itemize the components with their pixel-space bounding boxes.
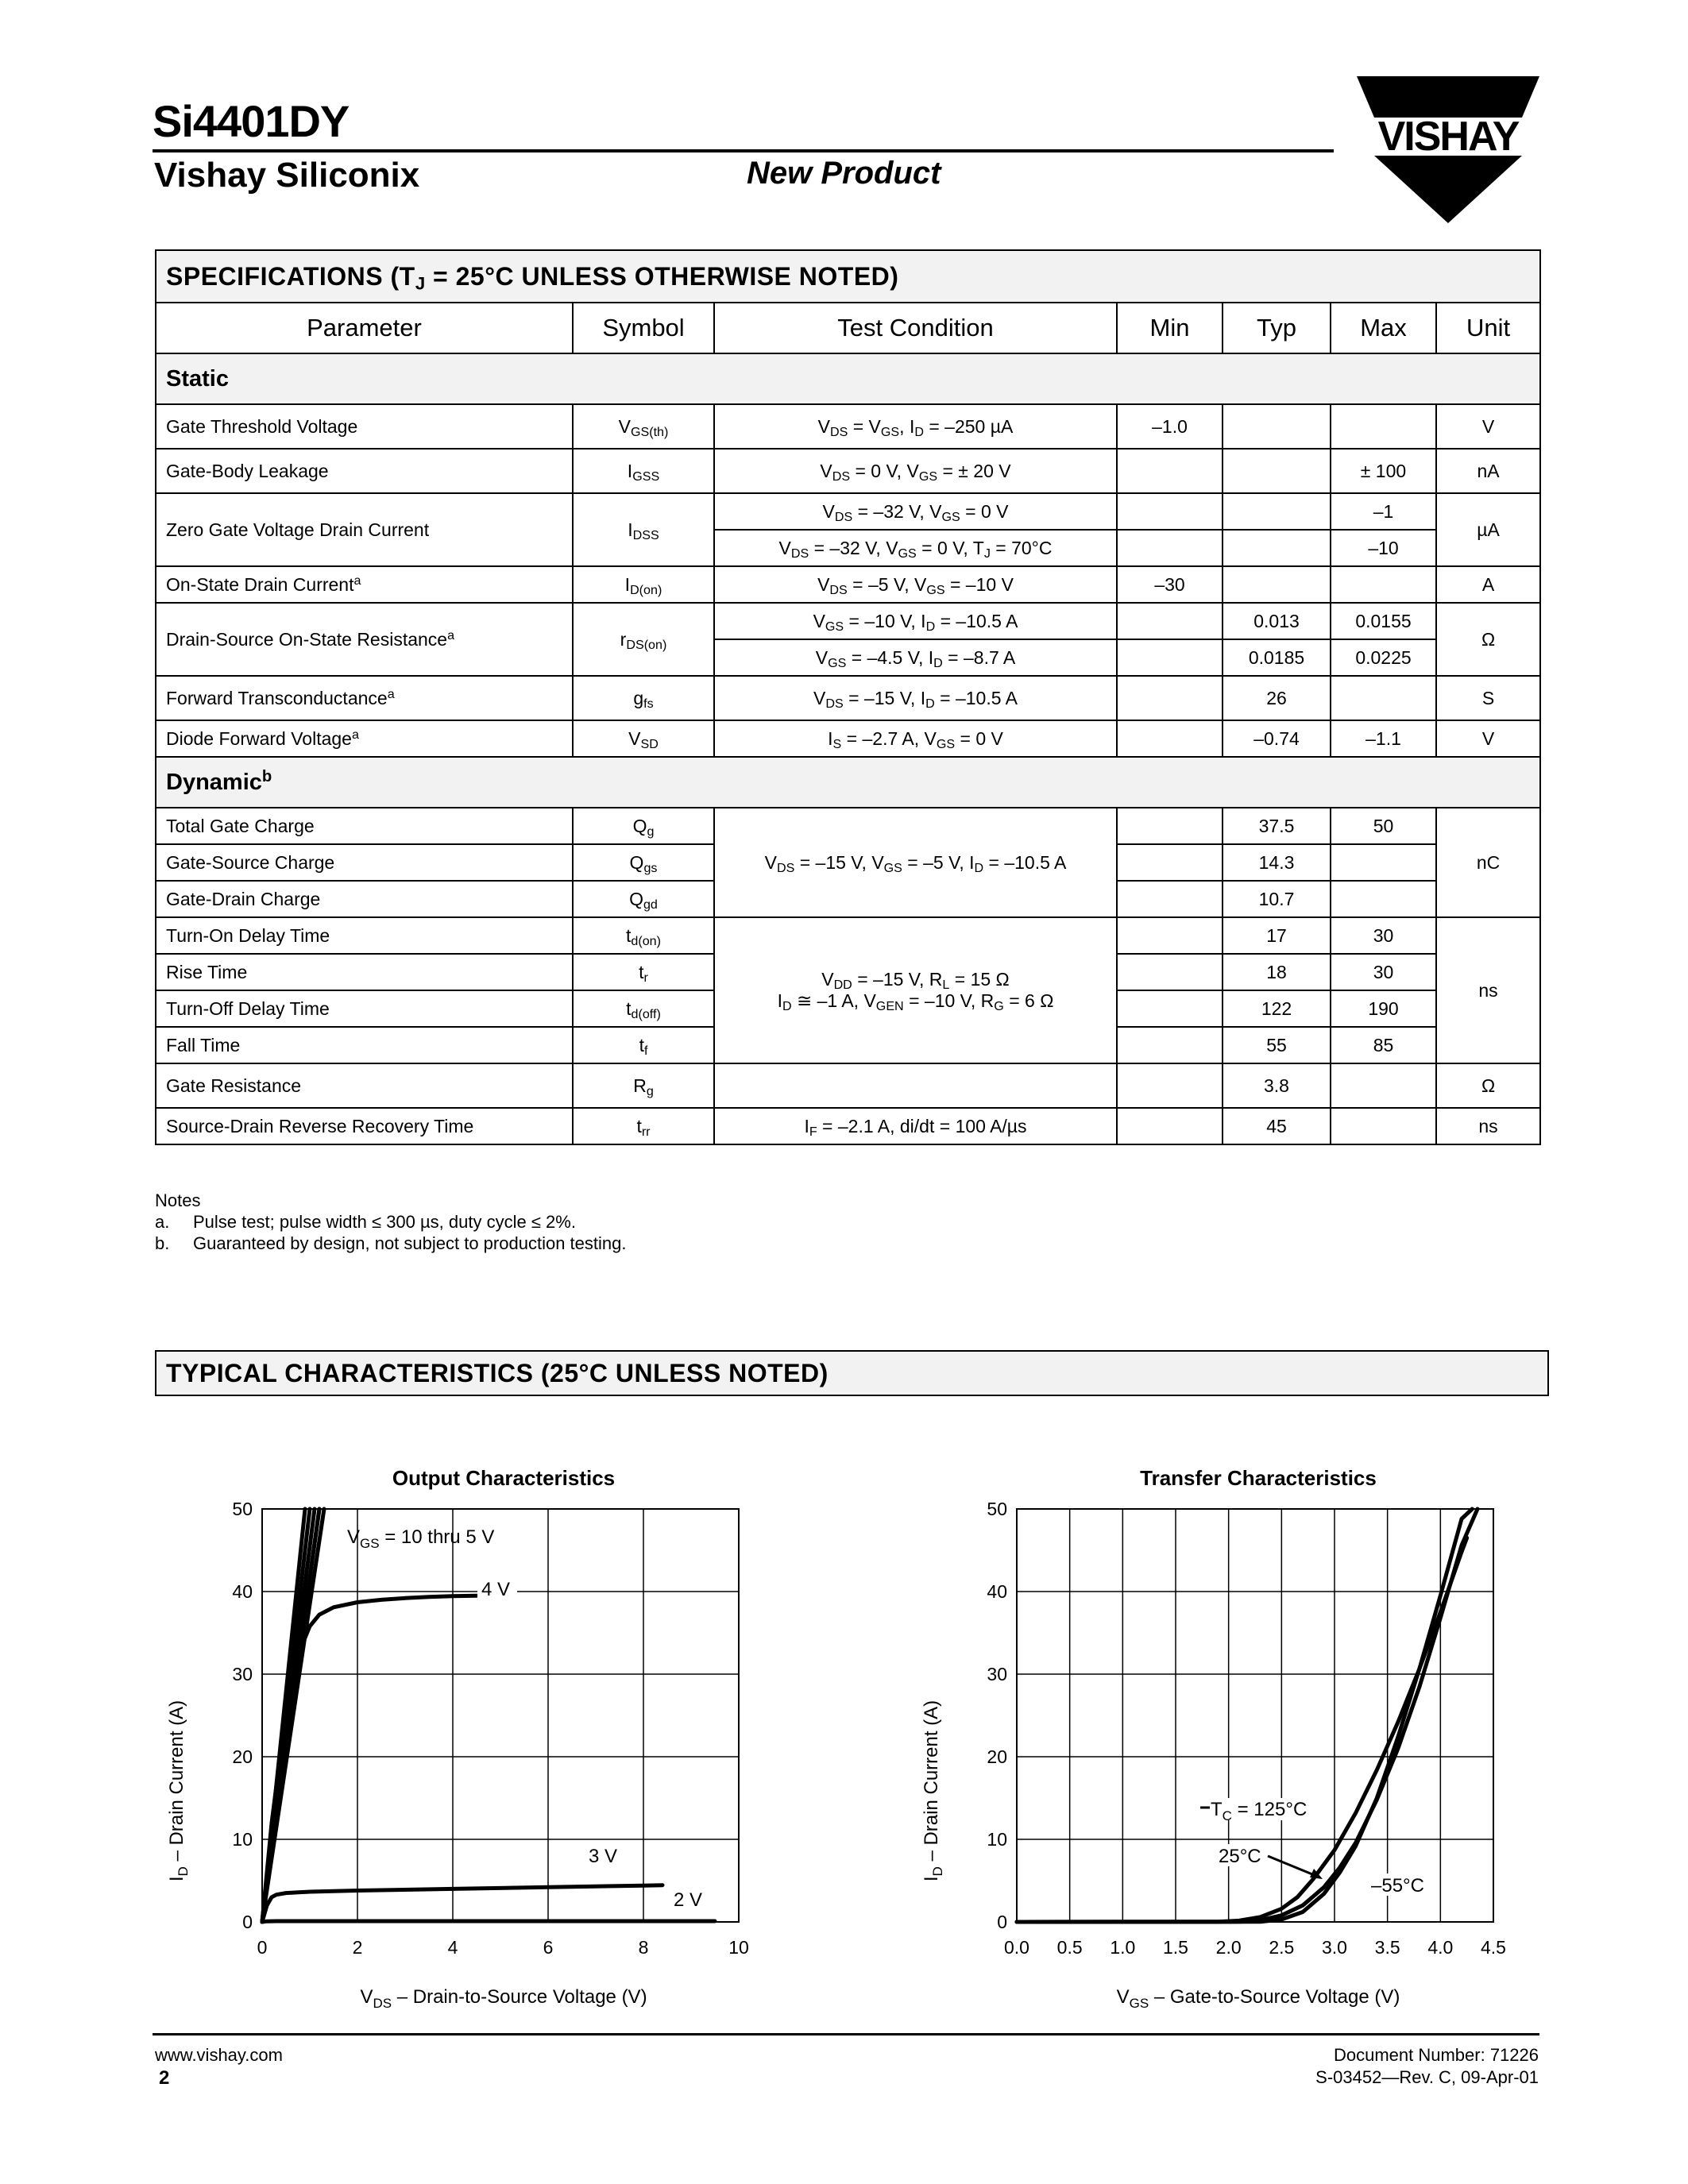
table-row: Zero Gate Voltage Drain Current $I_{DSS}$ $V_{DS} = -32$ V, $V_{GS} = 0$ V –1 µA: [156, 493, 1540, 530]
chart-y-axis-label: $I_D$ – Drain Current (A): [921, 1700, 945, 1882]
chart-x-axis-label: $V_{DS}$ – Drain-to-Source Voltage (V): [360, 1986, 647, 2011]
y-tick-label: 20: [232, 1746, 253, 1767]
part-number: Si4401DY: [153, 96, 350, 146]
table-row: Fall Time $t_f$ 55 85: [156, 1027, 1540, 1063]
x-tick-label: 8: [638, 1937, 649, 1958]
table-row: $V_{GS} = -4.5$ V, $I_D = -8.7$ A 0.0185 0.0225: [156, 639, 1540, 676]
col-unit: Unit: [1436, 303, 1540, 353]
x-tick-label: 0.0: [1004, 1937, 1029, 1958]
spec-column-headers: [156, 303, 1540, 353]
chart-tick-labels: [987, 1499, 1506, 1958]
y-tick-label: 50: [987, 1499, 1007, 1519]
annotation-leader-25: [1268, 1856, 1316, 1876]
col-max: Max: [1331, 303, 1436, 353]
transfer-characteristics-chart: [906, 1461, 1541, 2017]
table-row: Diode Forward Voltage$^a$ $V_{SD}$ $I_S = -2.7$ A, $V_{GS} = 0$ V –0.74 –1.1 V: [156, 720, 1540, 757]
section-static: Static: [156, 353, 1540, 404]
chart-title: Output Characteristics: [392, 1466, 616, 1490]
specifications-table: [155, 249, 1541, 1145]
vishay-logo: [1357, 76, 1539, 223]
table-row: Gate Threshold Voltage $V_{GS(th)}$ $V_{DS} = V_{GS}$, $I_D = -250$ µA –1.0 V: [156, 404, 1540, 449]
table-row: Gate-Drain Charge $Q_{gd}$ 10.7: [156, 881, 1540, 917]
logo-text: VISHAY: [1377, 114, 1519, 160]
chart-title: Transfer Characteristics: [1140, 1466, 1377, 1490]
x-tick-label: 2.5: [1269, 1937, 1295, 1958]
table-row: Forward Transconductance$^a$ $g_{fs}$ $V_{DS} = -15$ V, $I_D = -10.5$ A 26 S: [156, 676, 1540, 720]
product-status: New Product: [747, 156, 941, 191]
document-number: Document Number: 71226: [1333, 2045, 1539, 2065]
x-tick-label: 0: [257, 1937, 268, 1958]
chart-annotation-tc125: $T_C = 125^\circ C$: [1211, 1799, 1308, 1823]
chart-annotation-3v: 3 V: [589, 1846, 618, 1867]
y-tick-label: 50: [232, 1499, 253, 1519]
chart-y-axis-label: $I_D$ – Drain Current (A): [166, 1700, 191, 1882]
series-line-8: [262, 1921, 715, 1922]
section-dynamic: Dynamic$^b$: [156, 757, 1540, 808]
series-line-7: [262, 1885, 662, 1922]
x-tick-label: 0.5: [1056, 1937, 1083, 1958]
col-test-condition: Test Condition: [714, 303, 1117, 353]
table-row: Gate-Source Charge $Q_{gs}$ 14.3: [156, 844, 1540, 881]
x-tick-label: 10: [728, 1937, 749, 1958]
col-typ: Typ: [1223, 303, 1331, 353]
chart-series: [262, 1509, 715, 1922]
chart-x-axis-label: $V_{GS}$ – Gate-to-Source Voltage (V): [1116, 1986, 1400, 2011]
spec-table-title: SPECIFICATIONS ($T_J = 25^\circ C$ UNLESS OTHERWISE NOTED): [156, 250, 1540, 303]
chart-annotation-m55c: –55°C: [1371, 1875, 1424, 1897]
col-min: Min: [1117, 303, 1223, 353]
x-tick-label: 2: [352, 1937, 363, 1958]
x-tick-label: 6: [543, 1937, 554, 1958]
col-symbol: Symbol: [573, 303, 714, 353]
chart-annotation-25c: 25°C: [1219, 1846, 1261, 1867]
y-tick-label: 40: [232, 1581, 253, 1602]
chart-grid: [262, 1509, 739, 1922]
x-tick-label: 4.5: [1481, 1937, 1506, 1958]
table-row: Total Gate Charge $Q_g$ $V_{DS} = -15$ V, $V_{GS} = -5$ V, $I_D = -10.5$ A 37.5 50 nC: [156, 808, 1540, 844]
x-tick-label: 1.0: [1110, 1937, 1136, 1958]
y-tick-label: 40: [987, 1581, 1007, 1602]
table-row: Rise Time $t_r$ 18 30: [156, 954, 1540, 990]
table-row: Gate Resistance $R_g$ 3.8 Ω: [156, 1063, 1540, 1108]
table-row: Drain-Source On-State Resistance$^a$ $r_{DS(on)}$ $V_{GS} = -10$ V, $I_D = -10.5$ A 0.013 0.0155 Ω: [156, 603, 1540, 639]
y-tick-label: 30: [987, 1664, 1007, 1684]
series-line-5: [262, 1509, 319, 1922]
typical-characteristics-title: TYPICAL CHARACTERISTICS (25°C UNLESS NOTED): [155, 1350, 1549, 1396]
x-tick-label: 1.5: [1163, 1937, 1188, 1958]
page-number: 2: [159, 2067, 170, 2089]
y-tick-label: 10: [232, 1829, 253, 1850]
output-characteristics-chart: [151, 1461, 786, 2017]
col-parameter: Parameter: [156, 303, 573, 353]
chart-annotation-2v: 2 V: [674, 1889, 703, 1911]
y-tick-label: 0: [997, 1912, 1007, 1932]
chart-annotation-4v: 4 V: [481, 1579, 511, 1600]
company-name: Vishay Siliconix: [154, 156, 420, 195]
table-row: Turn-Off Delay Time $t_{d(off)}$ 122 190: [156, 990, 1540, 1027]
table-row: Gate-Body Leakage $I_{GSS}$ $V_{DS} = 0$ V, $V_{GS}$ = ± 20 V ± 100 nA: [156, 449, 1540, 493]
x-tick-label: 3.5: [1374, 1937, 1400, 1958]
revision: S-03452—Rev. C, 09-Apr-01: [1315, 2067, 1539, 2087]
y-tick-label: 30: [232, 1664, 253, 1684]
table-row: On-State Drain Current$^a$ $I_{D(on)}$ $V_{DS} = -5$ V, $V_{GS} = -10$ V –30 A: [156, 566, 1540, 603]
x-tick-label: 4.0: [1427, 1937, 1454, 1958]
footer-url[interactable]: www.vishay.com: [155, 2045, 283, 2065]
y-tick-label: 10: [987, 1829, 1007, 1850]
x-tick-label: 2.0: [1215, 1937, 1242, 1958]
plot-frame: [262, 1509, 739, 1922]
chart-annotation-vgs: $V_{GS} = 10$ thru 5 V: [347, 1526, 495, 1551]
table-row: Turn-On Delay Time $t_{d(on)}$ $V_{DD} = -15$ V, $R_L = 15$ Ω $I_D$ ≅ –1 A, $V_{GEN} = -10$ V, $R_G = 6$ Ω 17 30 ns: [156, 917, 1540, 954]
y-tick-label: 20: [987, 1746, 1007, 1767]
x-tick-label: 4: [447, 1937, 458, 1958]
footer-rule: [153, 2033, 1539, 2035]
notes: Notes a. Pulse test; pulse width ≤ 300 µs, duty cycle ≤ 2%. b. Guaranteed by design, not subject to production testing.: [155, 1190, 627, 1253]
header-rule: [153, 149, 1334, 152]
y-tick-label: 0: [242, 1912, 253, 1932]
table-row: Source-Drain Reverse Recovery Time $t_{rr}$ $I_F = -2.1$ A, di/dt = 100 A/µs 45 ns: [156, 1108, 1540, 1144]
table-row: $V_{DS} = -32$ V, $V_{GS} = 0$ V, $T_J = 70^\circ C$ –10: [156, 530, 1540, 566]
x-tick-label: 3.0: [1322, 1937, 1347, 1958]
